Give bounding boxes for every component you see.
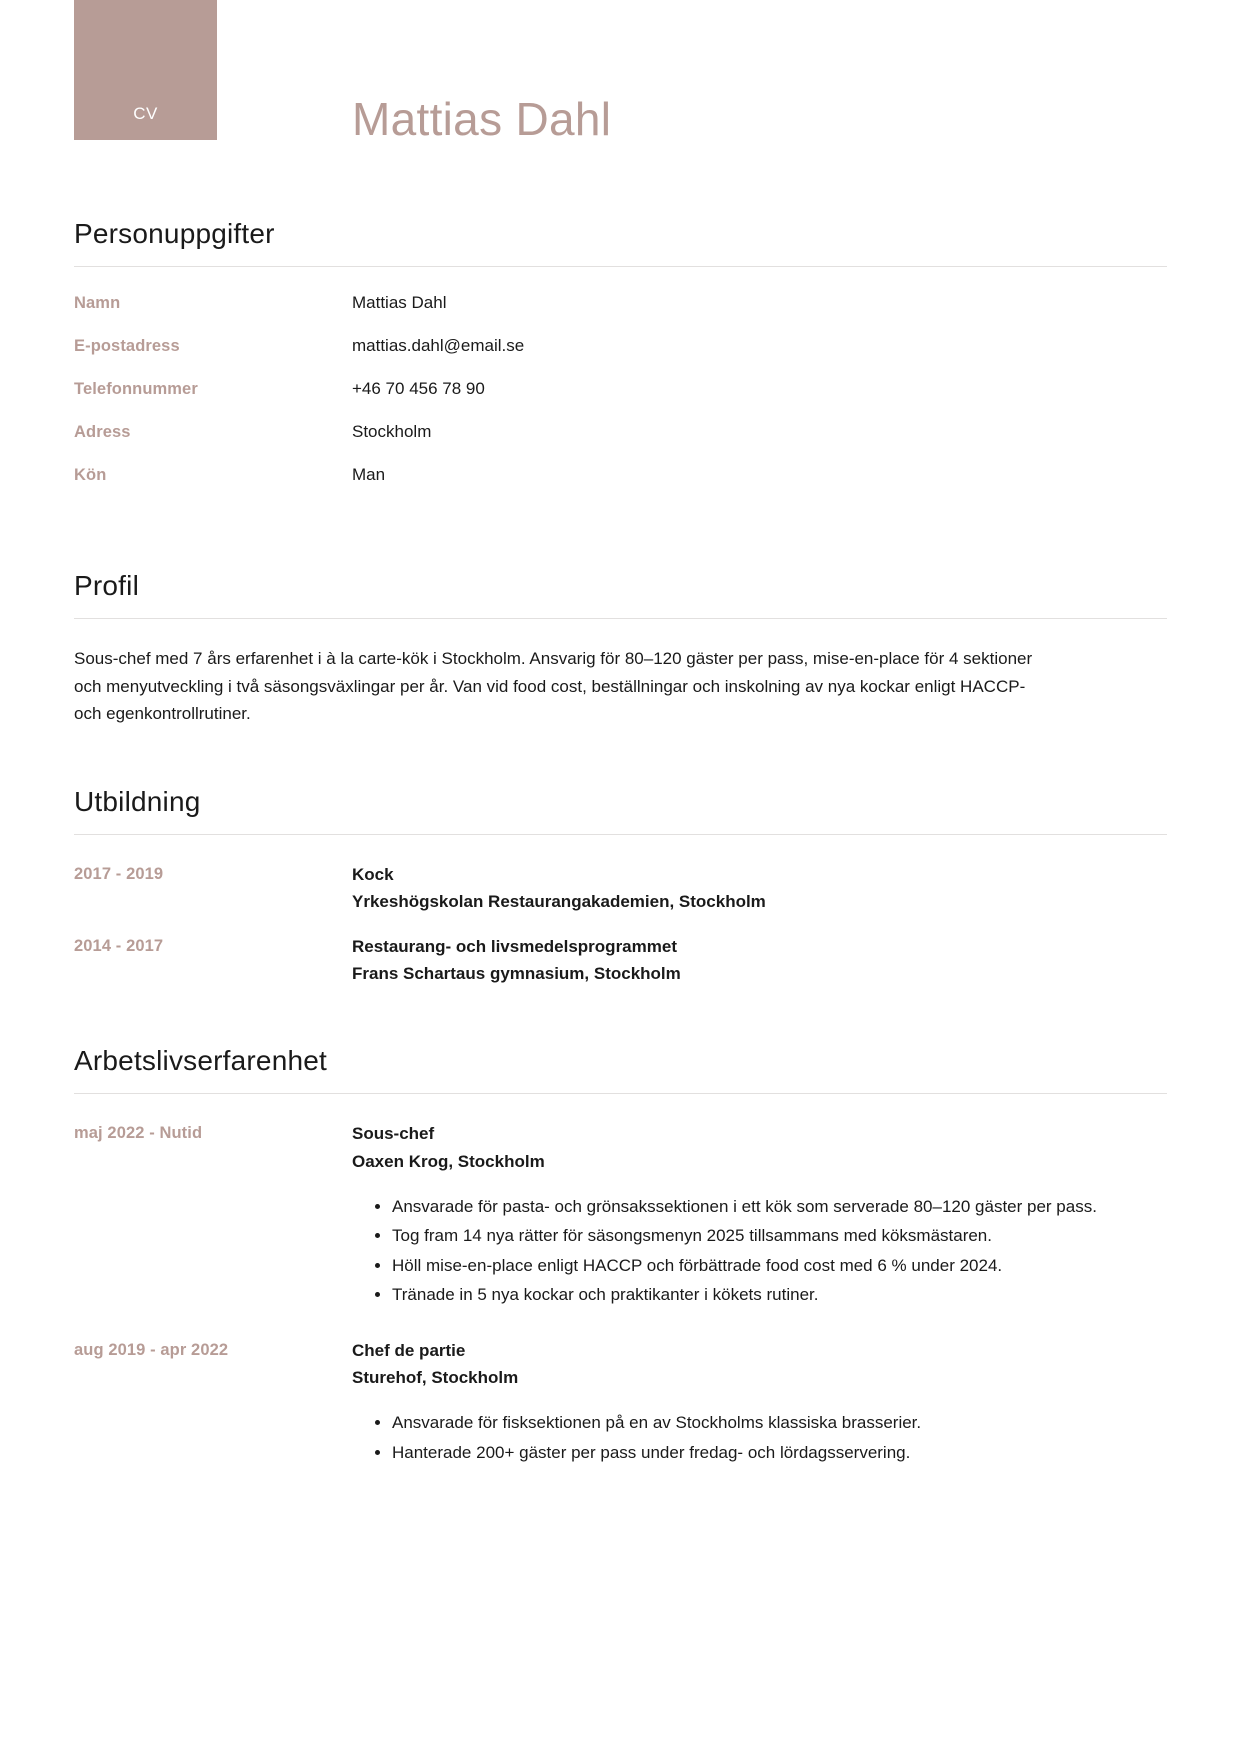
section-title-work-experience: Arbetslivserfarenhet — [74, 1045, 328, 1077]
work-entries — [74, 1094, 1167, 1468]
entry-bullet-list — [352, 1409, 1167, 1466]
detail-label: Adress — [74, 423, 131, 441]
detail-value: mattias.dahl@email.se — [352, 336, 525, 355]
detail-label: Telefonnummer — [74, 380, 198, 398]
entry-body — [352, 1337, 1167, 1468]
profile-paragraph: Sous-chef med 7 års erfarenhet i à la carte-kök i Stockholm. Ansvarig för 80–120 gäster per pass, mise-en-place för 4 sektioner och menyutveckling i två säsongsväxlingar per år. Van vid food cost, beställningar och inskolning av nya kockar enligt HACCP- och egenkontrollrutiner. — [74, 649, 1033, 724]
section-profile — [74, 508, 1167, 728]
entry-role: Sous-chef — [352, 1124, 435, 1144]
list-item: • Ansvarade för fisksektionen på en av Stockholms klassiska brasserier. — [392, 1409, 1167, 1437]
entry-date: aug 2019 - apr 2022 — [74, 1340, 229, 1359]
list-item: • Höll mise-en-place enligt HACCP och förbättrade food cost med 6 % under 2024. — [392, 1252, 1167, 1280]
education-entry — [74, 933, 1167, 987]
entry-organization: Frans Schartaus gymnasium, Stockholm — [352, 964, 681, 984]
list-item: • Hanterade 200+ gäster per pass under fredag- och lördagsservering. — [392, 1439, 1167, 1467]
section-personal-details — [74, 160, 1167, 485]
list-item: • Tränade in 5 nya kockar och praktikanter i kökets rutiner. — [392, 1281, 1167, 1309]
detail-label: E-postadress — [74, 337, 180, 355]
entry-role: Kock — [352, 864, 394, 884]
section-education — [74, 728, 1167, 988]
work-entry — [74, 1120, 1167, 1311]
entry-organization: Oaxen Krog, Stockholm — [352, 1151, 545, 1171]
personal-details-list — [74, 267, 1167, 485]
detail-value: Mattias Dahl — [352, 293, 447, 312]
list-item — [74, 293, 1167, 313]
page-title: Mattias Dahl — [352, 93, 612, 145]
list-item: • Ansvarade för pasta- och grönsakssektionen i ett kök som serverade 80–120 gäster per pass. — [392, 1193, 1167, 1221]
detail-value: Man — [352, 465, 386, 484]
entry-body — [352, 861, 1167, 915]
entry-organization: Sturehof, Stockholm — [352, 1368, 519, 1388]
entry-role: Chef de partie — [352, 1340, 466, 1360]
detail-label: Kön — [74, 466, 107, 484]
detail-value: Stockholm — [352, 422, 432, 441]
detail-label: Namn — [74, 294, 121, 312]
entry-body — [352, 1120, 1167, 1311]
detail-value: +46 70 456 78 90 — [352, 379, 485, 398]
entry-body — [352, 933, 1167, 987]
list-item — [74, 336, 1167, 356]
entry-date: 2014 - 2017 — [74, 936, 164, 955]
section-title-profile: Profil — [74, 570, 139, 601]
education-entry — [74, 861, 1167, 915]
cv-header — [0, 0, 1241, 160]
list-item: • Tog fram 14 nya rätter för säsongsmenyn 2025 tillsammans med köksmästaren. — [392, 1222, 1167, 1250]
entry-date: maj 2022 - Nutid — [74, 1124, 203, 1143]
entry-date: 2017 - 2019 — [74, 864, 164, 883]
entry-bullet-list — [352, 1193, 1167, 1309]
section-title-education: Utbildning — [74, 785, 201, 817]
work-entry — [74, 1337, 1167, 1468]
cv-badge-label: CV — [133, 104, 158, 123]
entry-role: Restaurang- och livsmedelsprogrammet — [352, 936, 677, 956]
cv-badge — [74, 0, 217, 140]
section-divider — [74, 618, 1167, 619]
list-item — [74, 379, 1167, 399]
entry-organization: Yrkeshögskolan Restaurangakademien, Stockholm — [352, 891, 766, 911]
list-item — [74, 465, 1167, 485]
education-entries — [74, 835, 1167, 988]
section-work-experience — [74, 987, 1167, 1468]
section-title-personal-details: Personuppgifter — [74, 218, 275, 249]
list-item — [74, 422, 1167, 442]
